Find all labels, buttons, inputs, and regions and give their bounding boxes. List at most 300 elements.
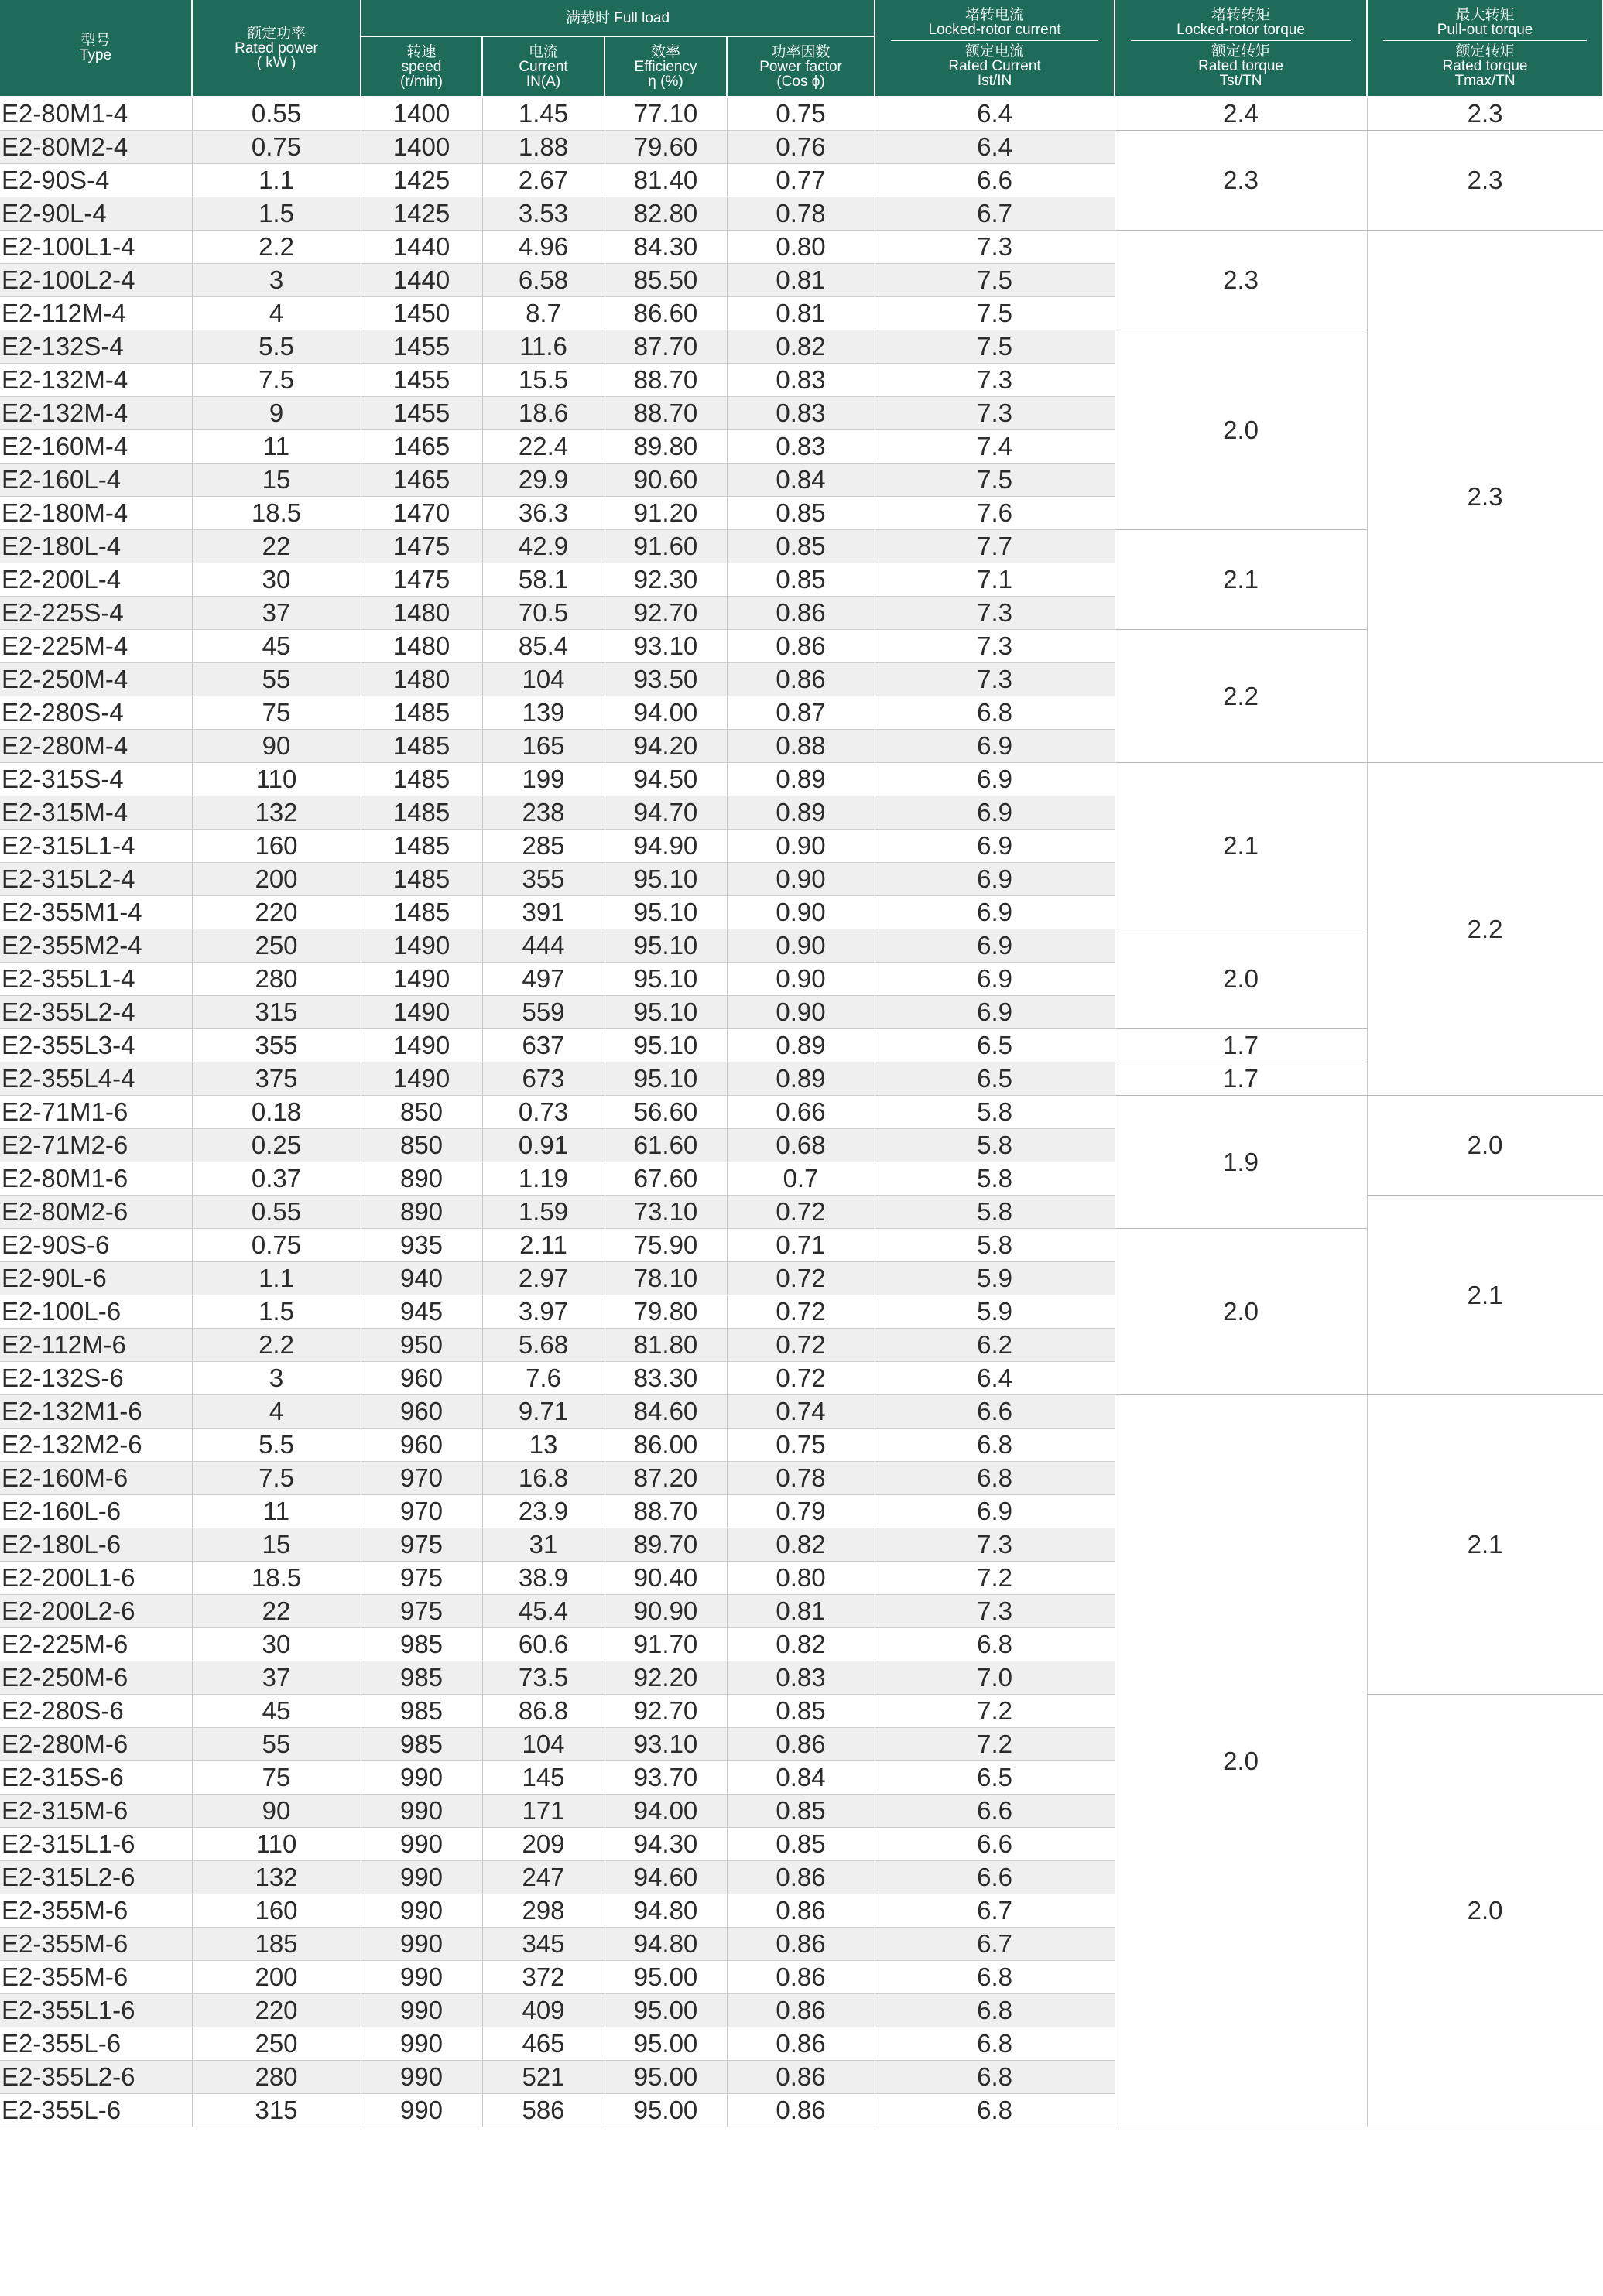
cell-current: 2.11 [482, 1229, 605, 1262]
cell-power-factor: 0.84 [727, 464, 875, 497]
cell-type: E2-280M-4 [0, 730, 192, 763]
cell-power-factor: 0.75 [727, 97, 875, 131]
cell-speed: 960 [361, 1362, 482, 1395]
cell-power-factor: 0.90 [727, 929, 875, 963]
cell-efficiency: 95.00 [605, 2027, 727, 2061]
cell-current: 18.6 [482, 397, 605, 430]
cell-current: 444 [482, 929, 605, 963]
cell-efficiency: 83.30 [605, 1362, 727, 1395]
cell-ist-in: 7.3 [875, 231, 1115, 264]
cell-speed: 960 [361, 1395, 482, 1429]
cell-efficiency: 95.10 [605, 896, 727, 929]
cell-current: 0.91 [482, 1129, 605, 1162]
cell-ist-in: 6.8 [875, 2094, 1115, 2127]
cell-type: E2-71M2-6 [0, 1129, 192, 1162]
cell-ist-in: 5.9 [875, 1262, 1115, 1295]
cell-type: E2-71M1-6 [0, 1096, 192, 1129]
cell-speed: 985 [361, 1661, 482, 1695]
cell-power-factor: 0.88 [727, 730, 875, 763]
cell-type: E2-315L2-4 [0, 863, 192, 896]
cell-current: 637 [482, 1029, 605, 1062]
cell-ist-in: 5.8 [875, 1229, 1115, 1262]
cell-current: 372 [482, 1961, 605, 1994]
cell-speed: 1490 [361, 1062, 482, 1096]
cell-rated-power: 315 [192, 996, 361, 1029]
cell-power-factor: 0.72 [727, 1329, 875, 1362]
cell-type: E2-90L-6 [0, 1262, 192, 1295]
cell-ist-in: 7.6 [875, 497, 1115, 530]
table-row [0, 1229, 1603, 1262]
cell-current: 104 [482, 1728, 605, 1761]
cell-efficiency: 78.10 [605, 1262, 727, 1295]
cell-speed: 1490 [361, 929, 482, 963]
cell-ist-in: 6.2 [875, 1329, 1115, 1362]
cell-rated-power: 0.75 [192, 1229, 361, 1262]
cell-rated-power: 22 [192, 530, 361, 563]
cell-ist-in: 6.9 [875, 730, 1115, 763]
cell-type: E2-180L-6 [0, 1528, 192, 1562]
cell-rated-power: 200 [192, 863, 361, 896]
header-full-load: 满载时 Full load [361, 0, 875, 36]
cell-power-factor: 0.89 [727, 1062, 875, 1096]
cell-efficiency: 91.70 [605, 1628, 727, 1661]
cell-rated-power: 160 [192, 830, 361, 863]
cell-current: 0.73 [482, 1096, 605, 1129]
cell-type: E2-160L-6 [0, 1495, 192, 1528]
cell-type: E2-90L-4 [0, 197, 192, 231]
cell-power-factor: 0.86 [727, 1861, 875, 1894]
cell-rated-power: 250 [192, 2027, 361, 2061]
cell-tst-tn: 2.0 [1115, 929, 1367, 1029]
cell-speed: 940 [361, 1262, 482, 1295]
cell-rated-power: 45 [192, 1695, 361, 1728]
cell-current: 29.9 [482, 464, 605, 497]
cell-efficiency: 95.10 [605, 1062, 727, 1096]
cell-current: 85.4 [482, 630, 605, 663]
cell-ist-in: 6.5 [875, 1029, 1115, 1062]
cell-power-factor: 0.75 [727, 1429, 875, 1462]
cell-power-factor: 0.76 [727, 131, 875, 164]
cell-speed: 935 [361, 1229, 482, 1262]
cell-current: 171 [482, 1795, 605, 1828]
cell-current: 673 [482, 1062, 605, 1096]
cell-power-factor: 0.90 [727, 963, 875, 996]
cell-speed: 975 [361, 1562, 482, 1595]
cell-ist-in: 6.9 [875, 830, 1115, 863]
cell-speed: 990 [361, 1894, 482, 1928]
cell-ist-in: 6.8 [875, 1994, 1115, 2027]
cell-ist-in: 7.5 [875, 330, 1115, 364]
cell-current: 86.8 [482, 1695, 605, 1728]
cell-efficiency: 95.10 [605, 996, 727, 1029]
cell-type: E2-280S-4 [0, 696, 192, 730]
cell-current: 73.5 [482, 1661, 605, 1695]
cell-speed: 990 [361, 1961, 482, 1994]
cell-type: E2-315L2-6 [0, 1861, 192, 1894]
table-body [0, 97, 1603, 2127]
cell-power-factor: 0.86 [727, 630, 875, 663]
cell-speed: 1480 [361, 597, 482, 630]
cell-power-factor: 0.71 [727, 1229, 875, 1262]
cell-ist-in: 6.9 [875, 996, 1115, 1029]
cell-current: 497 [482, 963, 605, 996]
table-row [0, 1395, 1603, 1429]
cell-type: E2-355L3-4 [0, 1029, 192, 1062]
cell-efficiency: 93.70 [605, 1761, 727, 1795]
cell-efficiency: 95.00 [605, 2061, 727, 2094]
cell-rated-power: 1.5 [192, 1295, 361, 1329]
cell-power-factor: 0.86 [727, 1994, 875, 2027]
cell-current: 70.5 [482, 597, 605, 630]
cell-power-factor: 0.74 [727, 1395, 875, 1429]
cell-current: 465 [482, 2027, 605, 2061]
cell-efficiency: 84.60 [605, 1395, 727, 1429]
cell-rated-power: 9 [192, 397, 361, 430]
cell-current: 45.4 [482, 1595, 605, 1628]
cell-tmax-tn: 2.2 [1367, 763, 1603, 1096]
cell-ist-in: 7.3 [875, 1528, 1115, 1562]
cell-rated-power: 132 [192, 1861, 361, 1894]
cell-speed: 990 [361, 1861, 482, 1894]
cell-current: 1.45 [482, 97, 605, 131]
cell-efficiency: 84.30 [605, 231, 727, 264]
cell-rated-power: 7.5 [192, 1462, 361, 1495]
cell-ist-in: 6.6 [875, 1395, 1115, 1429]
cell-rated-power: 280 [192, 2061, 361, 2094]
cell-rated-power: 4 [192, 297, 361, 330]
cell-speed: 1455 [361, 364, 482, 397]
cell-speed: 1485 [361, 830, 482, 863]
cell-type: E2-160L-4 [0, 464, 192, 497]
cell-efficiency: 95.10 [605, 863, 727, 896]
cell-rated-power: 110 [192, 1828, 361, 1861]
cell-speed: 945 [361, 1295, 482, 1329]
cell-tst-tn: 2.1 [1115, 763, 1367, 929]
cell-rated-power: 0.55 [192, 97, 361, 131]
cell-rated-power: 55 [192, 1728, 361, 1761]
cell-type: E2-180M-4 [0, 497, 192, 530]
header-current: 电流 Current IN(A) [482, 36, 605, 97]
cell-type: E2-315M-6 [0, 1795, 192, 1828]
cell-current: 586 [482, 2094, 605, 2127]
header-speed: 转速 speed (r/min) [361, 36, 482, 97]
cell-tmax-tn: 2.1 [1367, 1196, 1603, 1395]
cell-type: E2-132M-4 [0, 397, 192, 430]
cell-current: 1.88 [482, 131, 605, 164]
cell-rated-power: 37 [192, 1661, 361, 1695]
cell-type: E2-90S-6 [0, 1229, 192, 1262]
header-efficiency: 效率 Efficiency η (%) [605, 36, 727, 97]
cell-type: E2-200L1-6 [0, 1562, 192, 1595]
cell-power-factor: 0.81 [727, 297, 875, 330]
cell-efficiency: 82.80 [605, 197, 727, 231]
cell-efficiency: 67.60 [605, 1162, 727, 1196]
table-row [0, 131, 1603, 164]
cell-power-factor: 0.85 [727, 1695, 875, 1728]
cell-efficiency: 92.30 [605, 563, 727, 597]
cell-type: E2-180L-4 [0, 530, 192, 563]
cell-current: 5.68 [482, 1329, 605, 1362]
cell-current: 391 [482, 896, 605, 929]
cell-power-factor: 0.86 [727, 1928, 875, 1961]
cell-ist-in: 6.6 [875, 164, 1115, 197]
cell-current: 58.1 [482, 563, 605, 597]
cell-type: E2-355L1-4 [0, 963, 192, 996]
cell-speed: 1485 [361, 863, 482, 896]
cell-rated-power: 30 [192, 1628, 361, 1661]
cell-ist-in: 6.9 [875, 929, 1115, 963]
cell-efficiency: 88.70 [605, 397, 727, 430]
cell-ist-in: 6.8 [875, 1961, 1115, 1994]
cell-rated-power: 0.25 [192, 1129, 361, 1162]
cell-rated-power: 160 [192, 1894, 361, 1928]
header-locked-rotor-current: 堵转电流 Locked-rotor current 额定电流 Rated Current Ist/IN [875, 0, 1115, 97]
cell-speed: 850 [361, 1096, 482, 1129]
cell-current: 13 [482, 1429, 605, 1462]
cell-efficiency: 90.60 [605, 464, 727, 497]
cell-power-factor: 0.81 [727, 1595, 875, 1628]
cell-speed: 985 [361, 1728, 482, 1761]
cell-efficiency: 79.80 [605, 1295, 727, 1329]
cell-power-factor: 0.85 [727, 530, 875, 563]
cell-rated-power: 1.1 [192, 164, 361, 197]
cell-speed: 990 [361, 2094, 482, 2127]
cell-speed: 990 [361, 2027, 482, 2061]
cell-current: 1.19 [482, 1162, 605, 1196]
cell-rated-power: 250 [192, 929, 361, 963]
cell-power-factor: 0.80 [727, 1562, 875, 1595]
cell-speed: 1490 [361, 963, 482, 996]
cell-type: E2-250M-6 [0, 1661, 192, 1695]
cell-ist-in: 6.5 [875, 1062, 1115, 1096]
cell-type: E2-355M1-4 [0, 896, 192, 929]
cell-efficiency: 91.60 [605, 530, 727, 563]
cell-type: E2-200L2-6 [0, 1595, 192, 1628]
cell-power-factor: 0.85 [727, 497, 875, 530]
cell-ist-in: 7.1 [875, 563, 1115, 597]
cell-speed: 990 [361, 1795, 482, 1828]
cell-speed: 1485 [361, 730, 482, 763]
cell-speed: 1485 [361, 763, 482, 796]
cell-rated-power: 5.5 [192, 330, 361, 364]
cell-power-factor: 0.78 [727, 1462, 875, 1495]
cell-tst-tn: 2.2 [1115, 630, 1367, 763]
cell-efficiency: 91.20 [605, 497, 727, 530]
cell-ist-in: 6.9 [875, 863, 1115, 896]
table-row [0, 763, 1603, 796]
cell-type: E2-132S-6 [0, 1362, 192, 1395]
cell-type: E2-355L2-4 [0, 996, 192, 1029]
cell-type: E2-160M-4 [0, 430, 192, 464]
cell-current: 2.67 [482, 164, 605, 197]
cell-type: E2-200L-4 [0, 563, 192, 597]
cell-type: E2-355M-6 [0, 1961, 192, 1994]
table-row [0, 231, 1603, 264]
cell-current: 409 [482, 1994, 605, 2027]
cell-type: E2-355M-6 [0, 1928, 192, 1961]
cell-rated-power: 11 [192, 430, 361, 464]
cell-type: E2-355L-6 [0, 2094, 192, 2127]
cell-current: 16.8 [482, 1462, 605, 1495]
cell-rated-power: 30 [192, 563, 361, 597]
cell-efficiency: 90.90 [605, 1595, 727, 1628]
cell-efficiency: 89.80 [605, 430, 727, 464]
cell-ist-in: 6.7 [875, 197, 1115, 231]
cell-speed: 1455 [361, 397, 482, 430]
cell-current: 38.9 [482, 1562, 605, 1595]
table-row [0, 97, 1603, 131]
cell-power-factor: 0.82 [727, 330, 875, 364]
cell-current: 3.97 [482, 1295, 605, 1329]
cell-ist-in: 5.8 [875, 1129, 1115, 1162]
cell-tmax-tn: 2.0 [1367, 1695, 1603, 2127]
cell-tst-tn: 2.3 [1115, 131, 1367, 231]
cell-type: E2-280S-6 [0, 1695, 192, 1728]
cell-power-factor: 0.79 [727, 1495, 875, 1528]
cell-type: E2-355L2-6 [0, 2061, 192, 2094]
cell-efficiency: 93.10 [605, 630, 727, 663]
cell-current: 521 [482, 2061, 605, 2094]
cell-ist-in: 6.6 [875, 1795, 1115, 1828]
cell-rated-power: 220 [192, 1994, 361, 2027]
cell-speed: 1425 [361, 197, 482, 231]
cell-ist-in: 6.8 [875, 1628, 1115, 1661]
cell-power-factor: 0.89 [727, 763, 875, 796]
cell-current: 2.97 [482, 1262, 605, 1295]
cell-ist-in: 6.9 [875, 1495, 1115, 1528]
table-row [0, 1062, 1603, 1096]
cell-rated-power: 1.5 [192, 197, 361, 231]
cell-power-factor: 0.89 [727, 796, 875, 830]
cell-efficiency: 92.70 [605, 597, 727, 630]
cell-type: E2-315S-6 [0, 1761, 192, 1795]
table-row [0, 1029, 1603, 1062]
cell-rated-power: 132 [192, 796, 361, 830]
cell-power-factor: 0.85 [727, 1795, 875, 1828]
header-pull-out-torque: 最大转矩 Pull-out torque 额定转矩 Rated torque Tmax/TN [1367, 0, 1603, 97]
cell-power-factor: 0.82 [727, 1528, 875, 1562]
cell-rated-power: 0.55 [192, 1196, 361, 1229]
cell-current: 104 [482, 663, 605, 696]
cell-ist-in: 6.7 [875, 1894, 1115, 1928]
cell-speed: 975 [361, 1595, 482, 1628]
cell-power-factor: 0.77 [727, 164, 875, 197]
cell-type: E2-355L-6 [0, 2027, 192, 2061]
cell-ist-in: 5.9 [875, 1295, 1115, 1329]
cell-type: E2-315S-4 [0, 763, 192, 796]
cell-current: 165 [482, 730, 605, 763]
cell-power-factor: 0.72 [727, 1295, 875, 1329]
cell-type: E2-112M-6 [0, 1329, 192, 1362]
cell-speed: 1475 [361, 530, 482, 563]
cell-speed: 1465 [361, 430, 482, 464]
cell-ist-in: 6.9 [875, 796, 1115, 830]
cell-power-factor: 0.89 [727, 1029, 875, 1062]
cell-type: E2-80M1-4 [0, 97, 192, 131]
cell-power-factor: 0.84 [727, 1761, 875, 1795]
cell-speed: 1455 [361, 330, 482, 364]
cell-rated-power: 15 [192, 1528, 361, 1562]
cell-ist-in: 6.4 [875, 1362, 1115, 1395]
cell-rated-power: 1.1 [192, 1262, 361, 1295]
cell-rated-power: 5.5 [192, 1429, 361, 1462]
cell-speed: 1425 [361, 164, 482, 197]
cell-current: 199 [482, 763, 605, 796]
cell-ist-in: 7.7 [875, 530, 1115, 563]
cell-speed: 985 [361, 1628, 482, 1661]
cell-rated-power: 0.37 [192, 1162, 361, 1196]
cell-power-factor: 0.86 [727, 1894, 875, 1928]
cell-type: E2-225M-6 [0, 1628, 192, 1661]
cell-ist-in: 6.4 [875, 131, 1115, 164]
cell-efficiency: 95.10 [605, 1029, 727, 1062]
cell-type: E2-80M1-6 [0, 1162, 192, 1196]
cell-power-factor: 0.83 [727, 430, 875, 464]
cell-ist-in: 6.8 [875, 2027, 1115, 2061]
cell-efficiency: 94.00 [605, 696, 727, 730]
cell-power-factor: 0.90 [727, 996, 875, 1029]
cell-type: E2-100L2-4 [0, 264, 192, 297]
cell-efficiency: 94.60 [605, 1861, 727, 1894]
cell-power-factor: 0.81 [727, 264, 875, 297]
cell-ist-in: 6.6 [875, 1861, 1115, 1894]
cell-current: 42.9 [482, 530, 605, 563]
cell-tst-tn: 1.9 [1115, 1096, 1367, 1229]
cell-tmax-tn: 2.1 [1367, 1395, 1603, 1695]
cell-speed: 990 [361, 1761, 482, 1795]
cell-rated-power: 220 [192, 896, 361, 929]
cell-rated-power: 3 [192, 264, 361, 297]
cell-ist-in: 7.3 [875, 364, 1115, 397]
cell-speed: 985 [361, 1695, 482, 1728]
cell-rated-power: 0.18 [192, 1096, 361, 1129]
header-type: 型号 Type [0, 0, 192, 97]
cell-efficiency: 95.00 [605, 1961, 727, 1994]
cell-rated-power: 200 [192, 1961, 361, 1994]
table-header [0, 0, 1603, 97]
cell-efficiency: 87.70 [605, 330, 727, 364]
cell-ist-in: 5.8 [875, 1196, 1115, 1229]
cell-efficiency: 86.00 [605, 1429, 727, 1462]
cell-power-factor: 0.86 [727, 597, 875, 630]
cell-current: 3.53 [482, 197, 605, 231]
cell-speed: 990 [361, 2061, 482, 2094]
cell-ist-in: 7.2 [875, 1728, 1115, 1761]
cell-efficiency: 73.10 [605, 1196, 727, 1229]
cell-current: 31 [482, 1528, 605, 1562]
cell-ist-in: 7.2 [875, 1562, 1115, 1595]
cell-efficiency: 88.70 [605, 364, 727, 397]
cell-efficiency: 95.00 [605, 2094, 727, 2127]
cell-efficiency: 86.60 [605, 297, 727, 330]
cell-efficiency: 81.40 [605, 164, 727, 197]
cell-ist-in: 6.9 [875, 963, 1115, 996]
cell-type: E2-225S-4 [0, 597, 192, 630]
cell-speed: 850 [361, 1129, 482, 1162]
cell-efficiency: 61.60 [605, 1129, 727, 1162]
cell-type: E2-100L1-4 [0, 231, 192, 264]
cell-efficiency: 94.80 [605, 1894, 727, 1928]
cell-current: 145 [482, 1761, 605, 1795]
table-row [0, 929, 1603, 963]
cell-tmax-tn: 2.0 [1367, 1096, 1603, 1196]
cell-current: 7.6 [482, 1362, 605, 1395]
cell-current: 15.5 [482, 364, 605, 397]
cell-current: 139 [482, 696, 605, 730]
cell-ist-in: 7.2 [875, 1695, 1115, 1728]
cell-rated-power: 18.5 [192, 497, 361, 530]
cell-ist-in: 6.9 [875, 763, 1115, 796]
